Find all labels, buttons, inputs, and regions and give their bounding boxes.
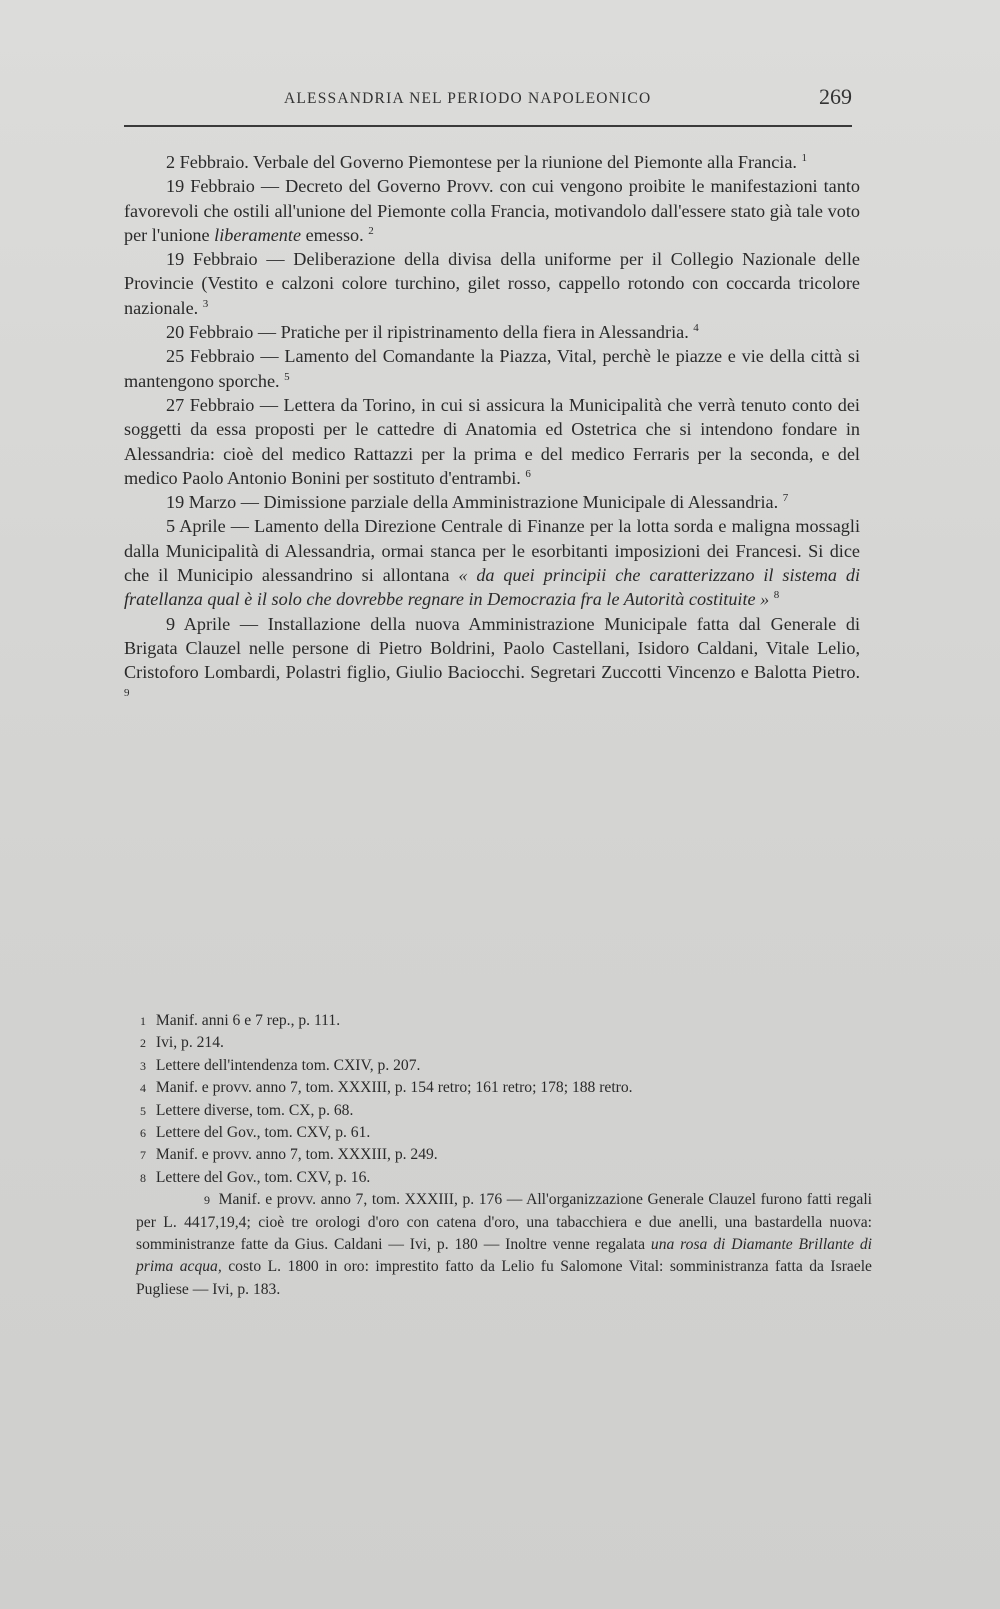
page-number: 269	[819, 84, 852, 109]
entry-paragraph: 5 Aprile — Lamento della Direzione Centrale di Finanze per la lotta sorda e maligna mossagli dalla Municipalità di Alessandria, ormai stanca per le esorbitanti imposizioni dei Francesi. Si dice che il Municipio alessandrino si allontana « da quei principii che caratterizzano il sistema di fratellanza qual è il solo che dovrebbe regnare in Democrazia fra le Autorità costituite » $^8$	[124, 516, 860, 610]
footnote: 9 Manif. e provv. anno 7, tom. XXXIII, p. 176 — All'organizzazione Generale Clauzel furono fatti regali per L. 4417,19,4; cioè tre orologi d'oro con catena d'oro, una tabacchiera e due anelli, una bastardella nuova: somministranze fatte da Gius. Caldani — Ivi, p. 180 — Inoltre venne regalata una rosa di Diamante Brillante di prima acqua, costo L. 1800 in oro: imprestito fatto da Lelio fu Salomone Vital: somministranza fatta da Israele Pugliese — Ivi, p. 183.	[136, 1191, 872, 1298]
entry-paragraph: 19 Febbraio — Decreto del Governo Provv. con cui vengono proibite le manifestazioni tanto favorevoli che ostili all'unione del Piemonte colla Francia, motivandolo dall'essere stato già tale voto per l'unione liberamente emesso. $^2$	[124, 176, 860, 245]
footnote: 3 Lettere dell'intendenza tom. CXIV, p. 207.	[140, 1056, 421, 1074]
body-text	[124, 150, 860, 709]
footnote: 2 Ivi, p. 214.	[140, 1034, 224, 1052]
entry-paragraph: 19 Marzo — Dimissione parziale della Amministrazione Municipale di Alessandria. $^7$	[166, 492, 789, 513]
entry-paragraph: 19 Febbraio — Deliberazione della divisa della uniforme per il Collegio Nazionale delle Provincie (Vestito e calzoni colore turchino, gilet rosso, cappello rotondo con coccarda tricolore nazionale. $^3$	[124, 249, 860, 318]
footnote: 1 Manif. anni 6 e 7 rep., p. 111.	[140, 1012, 341, 1029]
footnote: 5 Lettere diverse, tom. CX, p. 68.	[140, 1101, 354, 1119]
footnote: 6 Lettere del Gov., tom. CXV, p. 61.	[140, 1124, 371, 1142]
footnote: 4 Manif. e provv. anno 7, tom. XXXIII, p. 154 retro; 161 retro; 178; 188 retro.	[140, 1079, 633, 1097]
running-title: ALESSANDRIA NEL PERIODO NAPOLEONICO	[284, 90, 652, 107]
entry-paragraph: 25 Febbraio — Lamento del Comandante la Piazza, Vital, perchè le piazze e vie della città si mantengono sporche. $^5$	[124, 346, 860, 391]
page-header	[124, 84, 852, 114]
entry-paragraph: 9 Aprile — Installazione della nuova Amministrazione Municipale fatta dal Generale di Brigata Clauzel nelle persone di Pietro Boldrini, Paolo Castellani, Isidoro Caldani, Vitale Lelio, Cristoforo Lombardi, Polastri figlio, Giulio Baciocchi. Segretari Zuccotti Vincenzo e Balotta Pietro. $^9$	[124, 613, 860, 699]
footnotes	[136, 1010, 872, 1301]
entry-paragraph: 20 Febbraio — Pratiche per il ripistrinamento della fiera in Alessandria. $^4$	[166, 322, 699, 343]
footnote: 7 Manif. e provv. anno 7, tom. XXXIII, p. 249.	[140, 1146, 438, 1164]
entry-paragraph: 27 Febbraio — Lettera da Torino, in cui si assicura la Municipalità che verrà tenuto conto dei soggetti da essa proposti per le cattedre di Anatomia ed Ostetrica che si intendono fondare in Alessandria: cioè del medico Rattazzi per la prima e del medico Ferraris per la seconda, e del medico Paolo Antonio Bonini per sostituto d'entrambi. $^6$	[124, 394, 860, 488]
entry-paragraph: 2 Febbraio. Verbale del Governo Piemontese per la riunione del Piemonte alla Francia. $^1$	[166, 152, 808, 172]
header-rule	[124, 125, 852, 127]
footnote: 8 Lettere del Gov., tom. CXV, p. 16.	[140, 1168, 371, 1186]
